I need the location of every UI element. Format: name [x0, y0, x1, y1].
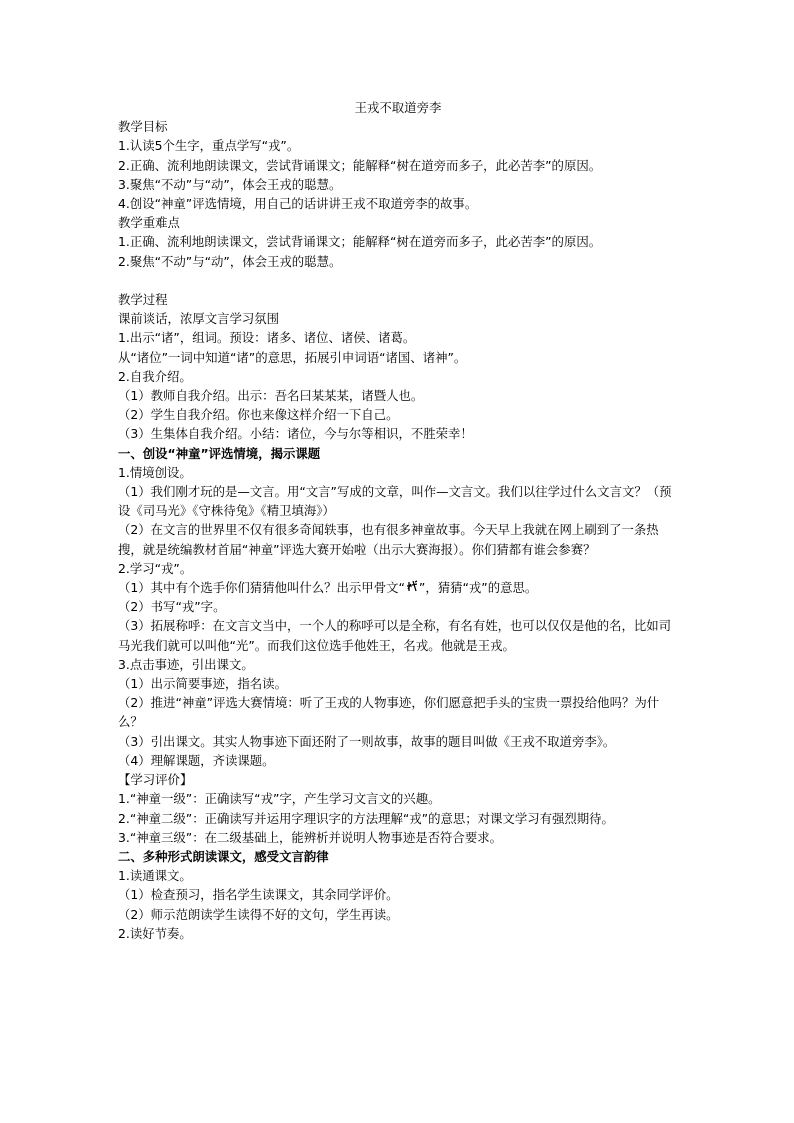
document-title: 王戎不取道旁李: [354, 100, 442, 115]
section1-heading: 一、创设“神童”评选情境，揭示课题: [118, 445, 321, 461]
evaluation-item: 2.“神童二级”：正确读写并运用字理识字的方法理解“戎”的意思；对课文学习有强烈期待。: [118, 810, 614, 826]
oracle-bone-rong-icon: [406, 580, 418, 593]
oracle-text-after: ”，猜猜“戎”的意思。: [418, 580, 538, 596]
document-page: [118, 98, 678, 943]
section1-step: 1.情境创设。: [118, 464, 192, 480]
key-points-heading: 教学重难点: [118, 215, 180, 231]
process-item: 1.出示“诸”，组词。预设：诸多、诸位、诸侯、诸葛。: [118, 330, 416, 346]
section1-paragraph: （4）理解课题，齐读课题。: [118, 752, 275, 768]
objective-item: 4.创设“神童”评选情境，用自己的话讲讲王戎不取道旁李的故事。: [118, 196, 478, 212]
process-item: （3）生集体自我介绍。小结：诸位，今与尔等相识，不胜荣幸！: [118, 426, 473, 442]
section1-paragraph: （2）在文言的世界里不仅有很多奇闻轶事，也有很多神童故事。今天早上我就在网上刷到了一条热搜，就是统编教材首届“神童”评选大赛开始啦（出示大赛海报）。你们猜都有谁会参赛？: [118, 522, 659, 557]
section1-paragraph: （2）推进“神童”评选大赛情境：听了王戎的人物事迹，你们愿意把手头的宝贵一票投给他吗？为什么？: [118, 695, 660, 730]
process-item: （2）学生自我介绍。你也来像这样介绍一下自己。: [118, 407, 399, 423]
section2-paragraph: （2）师示范朗读学生读得不好的文句，学生再读。: [118, 906, 399, 922]
spacer: [118, 271, 678, 290]
evaluation-item: 3.“神童三级”：在二级基础上，能辨析并说明人物事迹是否符合要求。: [118, 829, 502, 845]
section2-paragraph: （1）检查预习，指名学生读课文，其余同学评价。: [118, 887, 399, 903]
section2-heading: 二、多种形式朗读课文，感受文言韵律: [118, 848, 329, 864]
section1-paragraph: [118, 578, 678, 597]
section1-step: 2.学习“戎”。: [118, 560, 193, 576]
section1-step: 3.点击事迹，引出课文。: [118, 656, 254, 672]
oracle-text-before: （1）其中有个选手你们猜猜他叫什么？出示甲骨文“: [118, 580, 405, 596]
evaluation-heading: 【学习评价】: [118, 772, 193, 788]
objective-item: 2.正确、流利地朗读课文，尝试背诵课文；能解释“树在道旁而多子，此必苦李”的原因。: [118, 157, 602, 173]
section2-step: 2.读好节奏。: [118, 925, 192, 941]
evaluation-item: 1.“神童一级”：正确读写“戎”字，产生学习文言文的兴趣。: [118, 791, 441, 807]
objectives-heading: 教学目标: [118, 119, 168, 135]
section1-paragraph: （2）书写“戎”字。: [118, 599, 226, 615]
section1-paragraph: （1）出示简要事迹，指名读。: [118, 676, 287, 692]
objective-item: 1.认读5个生字，重点学写“戎”。: [118, 138, 300, 154]
section2-step: 1.读通课文。: [118, 868, 192, 884]
process-item: （1）教师自我介绍。出示：吾名曰某某某，诸暨人也。: [118, 388, 424, 404]
key-point-item: 2.聚焦“不动”与“动”，体会王戎的聪慧。: [118, 253, 342, 269]
process-heading: 教学过程: [118, 292, 168, 308]
process-item: 2.自我介绍。: [118, 368, 192, 384]
section1-paragraph: （3）引出课文。其实人物事迹下面还附了一则故事，故事的题目叫做《王戎不取道旁李》。: [118, 733, 616, 749]
section1-paragraph: （1）我们刚才玩的是—文言。用“文言”写成的文章，叫作—文言文。我们以往学过什么文言文？（预设《司马光》《守株待兔》《精卫填海》）: [118, 484, 672, 519]
process-intro: 课前谈话，浓厚文言学习氛围: [118, 311, 280, 327]
section1-paragraph: （3）拓展称呼：在文言文当中，一个人的称呼可以是全称，有名有姓，也可以仅仅是他的名，比如司马光我们就可以叫他“光”。而我们这位选手他姓王，名戎。他就是王戎。: [118, 618, 672, 653]
key-point-item: 1.正确、流利地朗读课文，尝试背诵课文；能解释“树在道旁而多子，此必苦李”的原因。: [118, 234, 602, 250]
objective-item: 3.聚焦“不动”与“动”，体会王戎的聪慧。: [118, 176, 342, 192]
process-item: 从“诸位”一词中知道“诸”的意思，拓展引申词语“诸国、诸神”。: [118, 349, 467, 365]
